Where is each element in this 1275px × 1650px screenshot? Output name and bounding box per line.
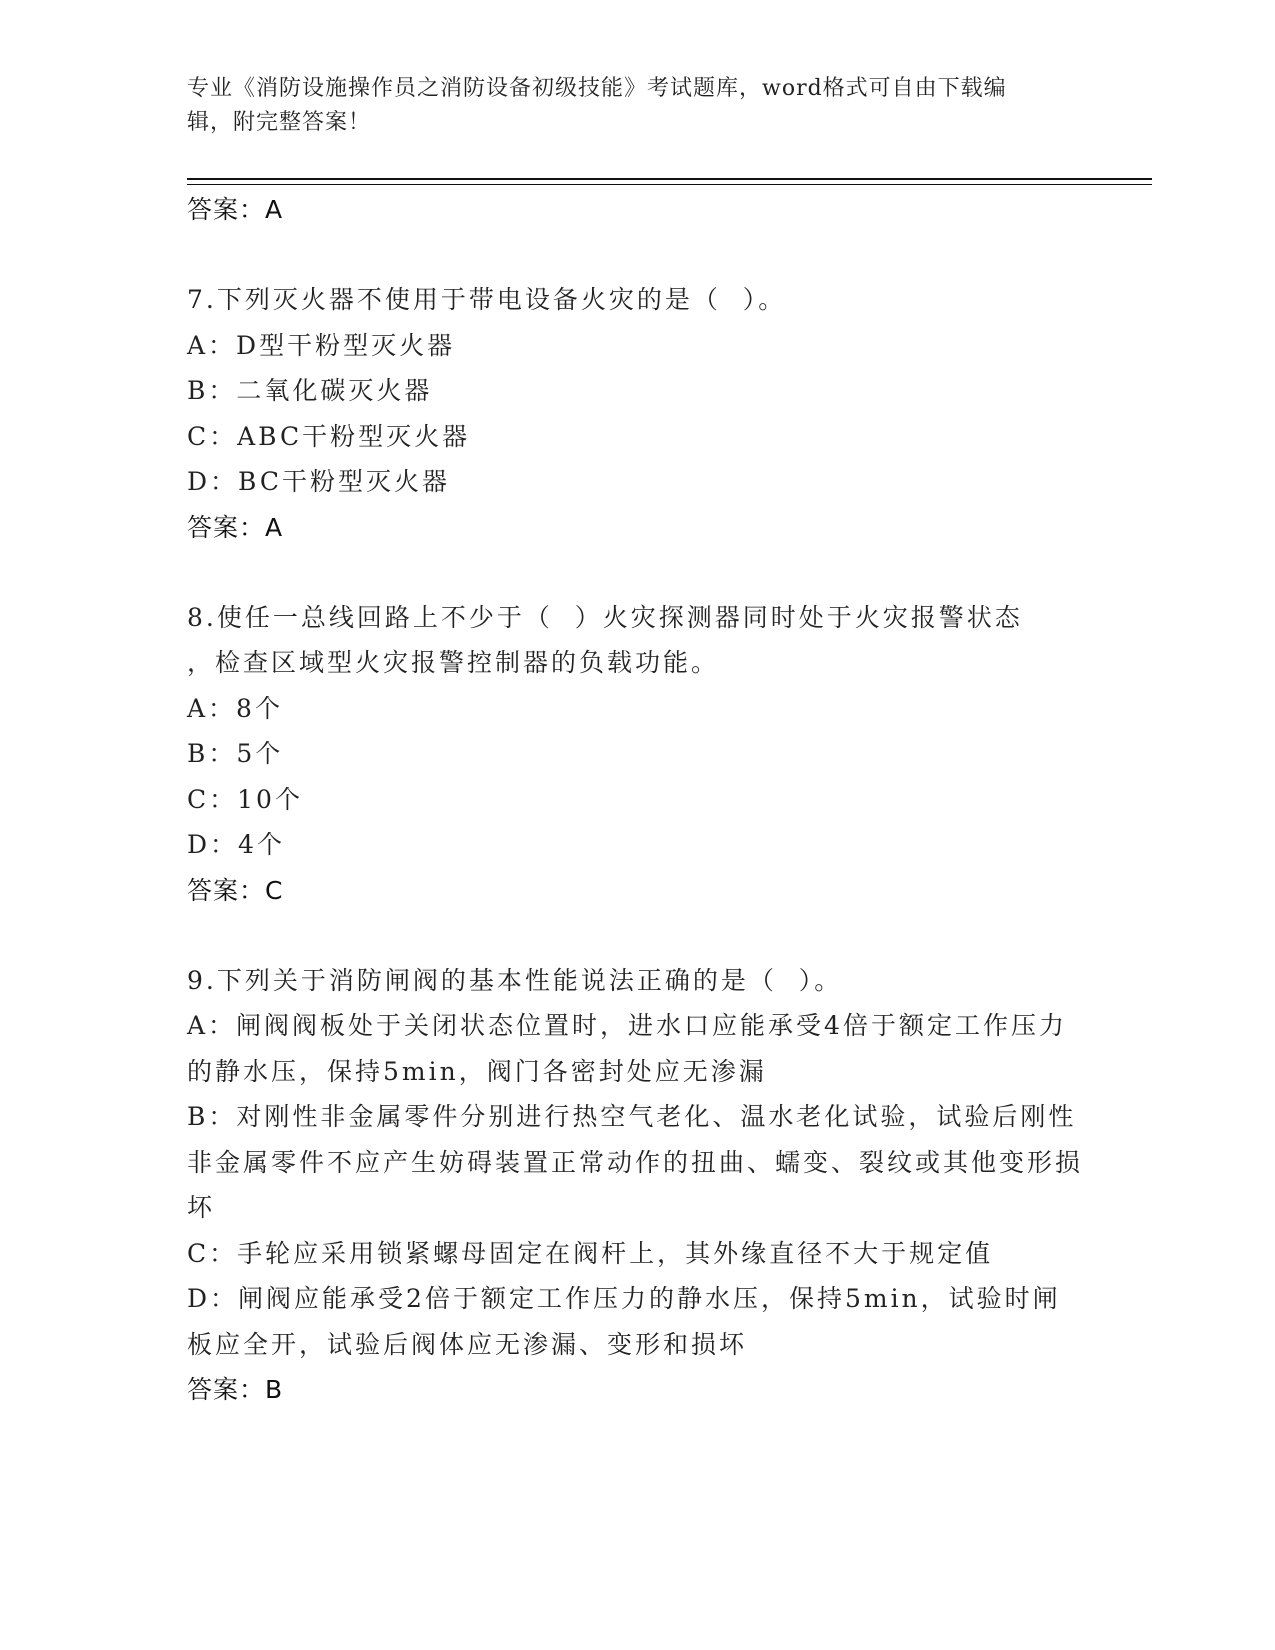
question-stem: 7.下列灭火器不使用于带电设备火灾的是（ ）。 bbox=[187, 285, 787, 314]
option-c: C：10个 bbox=[187, 784, 303, 814]
option-a: A：闸阀阀板处于关闭状态位置时，进水口应能承受4倍于额定工作压力的静水压，保持5min，阀门各密封处应无渗漏 bbox=[187, 1011, 1067, 1086]
option-d: D：BC干粉型灭火器 bbox=[187, 467, 451, 496]
document-header bbox=[187, 72, 1067, 140]
option-c: C：ABC干粉型灭火器 bbox=[187, 421, 471, 451]
option-b: B：二氧化碳灭火器 bbox=[187, 376, 433, 405]
header-line-1: 专业《消防设施操作员之消防设备初级技能》考试题库，word格式可自由下载编 bbox=[187, 76, 1007, 101]
question-stem-continued: ，检查区域型火灾报警控制器的负载功能。 bbox=[187, 648, 720, 677]
header-rule-thin bbox=[187, 184, 1152, 185]
question-9 bbox=[187, 958, 1087, 1413]
header-line-2: 辑，附完整答案！ bbox=[187, 110, 372, 135]
question-stem: 8.使任一总线回路上不少于（ ）火灾探测器同时处于火灾报警状态 bbox=[187, 602, 1023, 632]
question-7 bbox=[187, 277, 1087, 550]
option-a: A：D型干粉型灭火器 bbox=[187, 330, 456, 360]
answer-line: 答案：A bbox=[187, 195, 284, 224]
option-d: D：4个 bbox=[187, 830, 285, 859]
answer-line: 答案：B bbox=[187, 1375, 284, 1404]
option-b: B：对刚性非金属零件分别进行热空气老化、温水老化试验，试验后刚性非金属零件不应产生妨碍装置正常动作的扭曲、蠕变、裂纹或其他变形损坏 bbox=[187, 1102, 1084, 1222]
option-d: D：闸阀应能承受2倍于额定工作压力的静水压，保持5min，试验时闸板应全开，试验后阀体应无渗漏、变形和损坏 bbox=[187, 1284, 1061, 1359]
option-b: B：5个 bbox=[187, 739, 284, 768]
option-a: A：8个 bbox=[187, 693, 283, 723]
question-8 bbox=[187, 595, 1087, 913]
header-rule-thick bbox=[187, 178, 1152, 180]
answer-line: 答案：C bbox=[187, 875, 284, 905]
option-c: C：手轮应采用锁紧螺母固定在阀杆上，其外缘直径不大于规定值 bbox=[187, 1238, 994, 1268]
question-stem: 9.下列关于消防闸阀的基本性能说法正确的是（ ）。 bbox=[187, 965, 843, 995]
answer-line: 答案：A bbox=[187, 512, 284, 542]
document-body bbox=[187, 187, 1087, 1412]
